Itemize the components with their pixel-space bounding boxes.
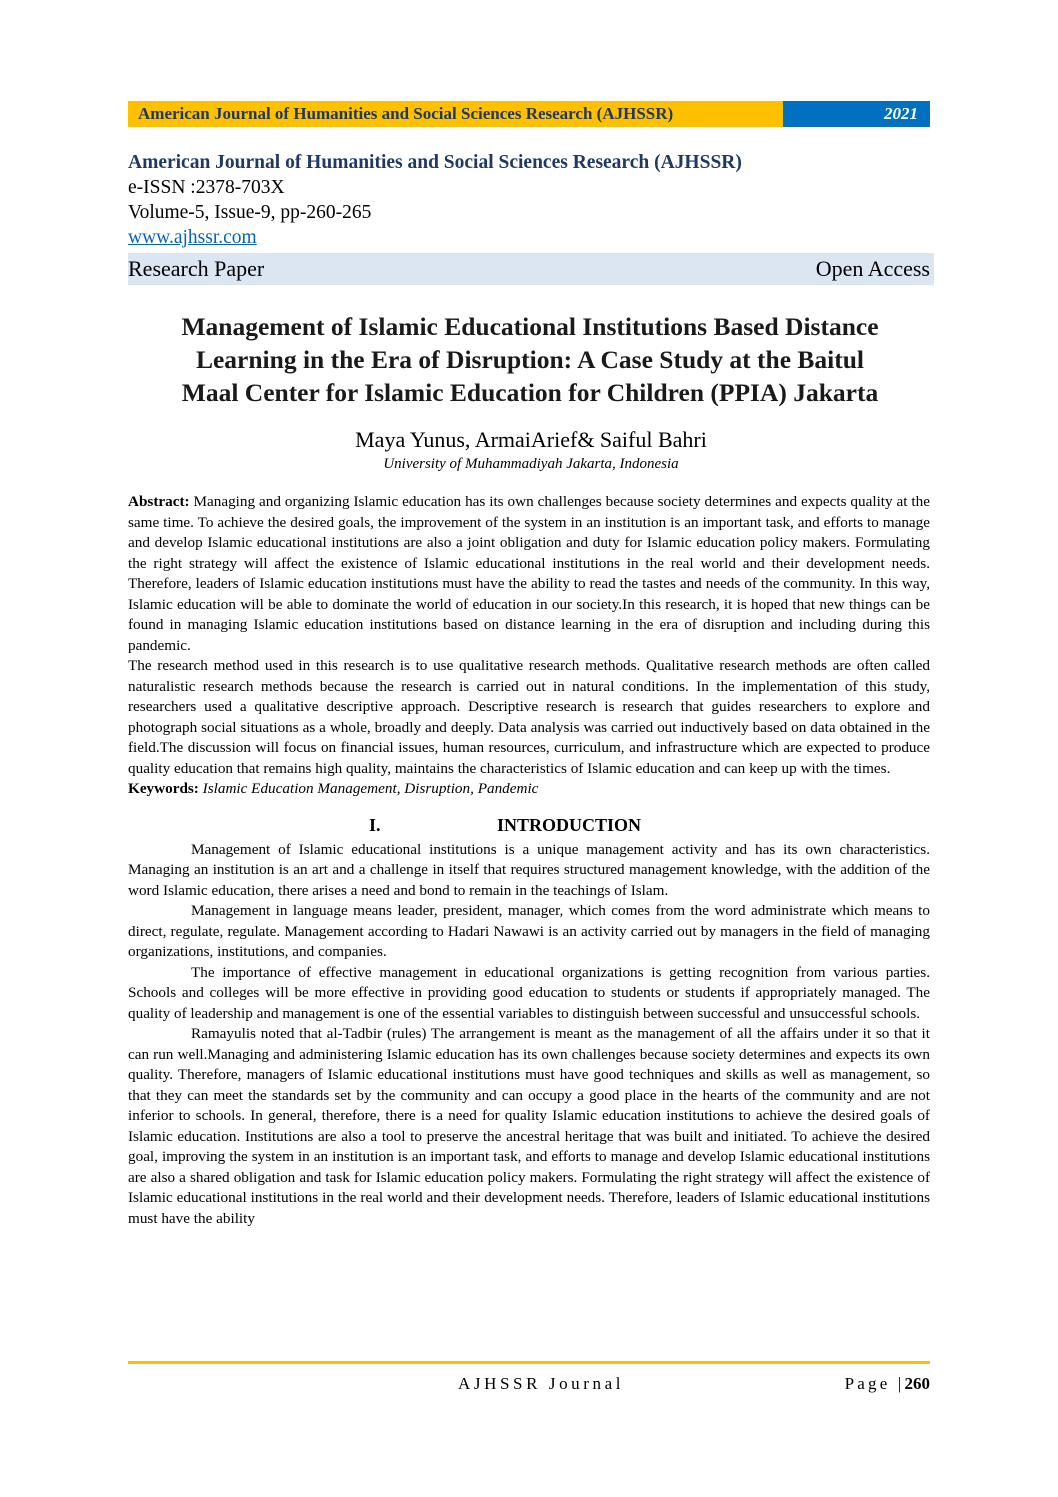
journal-website-link[interactable]: www.ajhssr.com bbox=[128, 227, 257, 248]
authors: Maya Yunus, ArmaiArief& Saiful Bahri bbox=[355, 427, 707, 452]
page-number: 260 bbox=[904, 1374, 930, 1393]
masthead-volume: Volume-5, Issue-9, pp-260-265 bbox=[128, 202, 372, 223]
title-line: Learning in the Era of Disruption: A Case Study at the Baitul bbox=[195, 345, 865, 374]
header-journal-title: American Journal of Humanities and Social Sciences Research (AJHSSR) bbox=[128, 101, 783, 127]
section-number: I. bbox=[369, 814, 381, 835]
keywords-line bbox=[128, 779, 930, 800]
paper-type: Research Paper bbox=[128, 256, 265, 281]
paper-type-bar bbox=[128, 253, 934, 285]
masthead bbox=[128, 150, 934, 285]
header-year: 2021 bbox=[783, 101, 930, 127]
footer-page bbox=[845, 1372, 930, 1396]
title-line: Management of Islamic Educational Institutions Based Distance bbox=[181, 312, 879, 341]
footer-divider bbox=[128, 1361, 930, 1364]
paper-body bbox=[128, 492, 930, 1229]
intro-paragraph: The importance of effective management in educational organizations is getting recognition from various parties. Schools and colleges will be more effective in providing good education to students or students if appropriately managed. The quality of leadership and management is one of the essential variables to distinguish between successful and unsuccessful schools. bbox=[128, 963, 930, 1022]
abstract-paragraph bbox=[128, 492, 930, 656]
abstract-method-paragraph: The research method used in this research is to use qualitative research methods. Qualitative research methods are often called naturalistic research methods because the research is carried out in natural conditions. In the implementation of this study, researchers used a qualitative descriptive approach. Descriptive research is research that guides researchers to explore and photograph social situations as a whole, broadly and deeply. Data analysis was carried out inductively based on data obtained in the field.The discussion will focus on financial issues, human resources, curriculum, and infrastructure which are expected to produce quality education that remains high quality, maintains the characteristics of Islamic education and can keep up with the times. bbox=[128, 657, 930, 777]
page-label: Page | bbox=[844, 1374, 905, 1393]
keywords-text: Islamic Education Management, Disruption, Pandemic bbox=[198, 780, 539, 797]
abstract-text: Managing and organizing Islamic education has its own challenges because society determines and expects quality at the same time. To achieve the desired goals, the improvement of the system in an institution is an important task, and efforts to manage and develop Islamic educational institutions are also a joint obligation and duty for Islamic education policy makers. Formulating the right strategy will affect the existence of Islamic educational institutions in the real world and their development needs. Therefore, leaders of Islamic education institutions must have the ability to read the tastes and needs of the community. In this way, Islamic education will be able to dominate the world of education in our society.In this research, it is hoped that new things can be found in managing Islamic education institutions based on distance learning in the era of disruption and including during this pandemic. bbox=[128, 493, 930, 654]
page-footer bbox=[128, 1372, 930, 1396]
running-header bbox=[128, 101, 930, 127]
open-access-label: Open Access bbox=[815, 256, 930, 281]
masthead-journal: American Journal of Humanities and Social Sciences Research (AJHSSR) bbox=[128, 152, 742, 173]
intro-paragraph: Ramayulis noted that al-Tadbir (rules) The arrangement is meant as the management of all the affairs under it so that it can run well.Managing and administering Islamic education has its own challenges because society determines and expects its own quality. Therefore, managers of Islamic educational institutions must have good techniques and skills as well as management, so that they can meet the standards set by the community and can occupy a good place in the hearts of the community and are not inferior to schools. In general, therefore, there is a need for quality Islamic education institutions to achieve the desired goals of Islamic education. Institutions are also a tool to preserve the ancestral heritage that was built and initiated. To achieve the desired goal, improving the system in an institution is an important task, and efforts to manage and develop Islamic educational institutions are also a shared obligation and task for Islamic education policy makers. Formulating the right strategy will affect the existence of Islamic educational institutions in the real world and their development needs. Therefore, leaders of Islamic educational institutions must have the ability bbox=[128, 1025, 930, 1227]
intro-paragraph: Management in language means leader, president, manager, which comes from the word administrate which means to direct, regulate, regulate. Management according to Hadari Nawawi is an activity carried out by managers in the field of managing organizations, institutions, and companies. bbox=[128, 902, 930, 960]
masthead-issn: e-ISSN :2378-703X bbox=[128, 177, 285, 198]
section-heading-introduction bbox=[128, 814, 930, 836]
title-line: Maal Center for Islamic Education for Children (PPIA) Jakarta bbox=[181, 378, 879, 407]
footer-journal: AJHSSR Journal bbox=[458, 1374, 625, 1393]
intro-paragraph: Management of Islamic educational institutions is a unique management activity and has its own characteristics. Managing an institution is an art and a challenge in itself that requires structured management knowledge, with the addition of the word Islamic education, there arises a need and bond to remain in the teachings of Islam. bbox=[128, 840, 930, 899]
keywords-label: Keywords: bbox=[128, 780, 199, 797]
abstract-label: Abstract: bbox=[128, 493, 190, 510]
affiliation: University of Muhammadiyah Jakarta, Indonesia bbox=[383, 456, 679, 472]
section-title: INTRODUCTION bbox=[496, 814, 642, 835]
paper-title bbox=[110, 310, 950, 409]
